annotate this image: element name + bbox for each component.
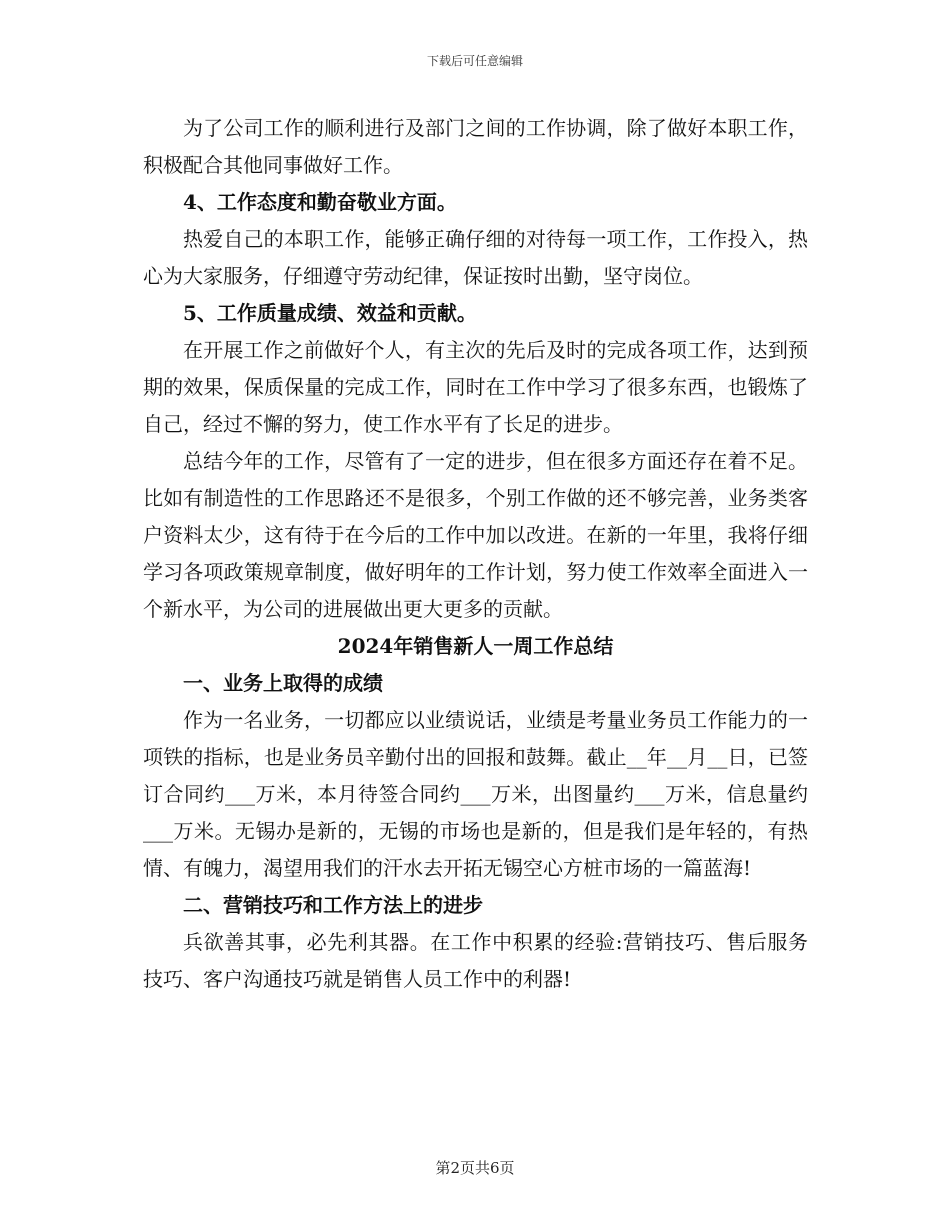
heading-skills: 二、营销技巧和工作方法上的进步 [183, 893, 483, 917]
document-title: 2024年销售新人一周工作总结 [337, 634, 614, 658]
paragraph-achievements: 作为一名业务，一切都应以业绩说话，业绩是考量业务员工作能力的一项铁的指标，也是业务员辛勤付出的回报和鼓舞。截止__年__月__日，已签订合同约___万米，本月待签合同约___万米，出图量约___万米，信息量约___万米。无锡办是新的，无锡的市场也是新的，但是我们是年轻的，有热情、有魄力，渴望用我们的汗水去开拓无锡空心方桩市场的一篇蓝海! [143, 708, 808, 880]
page-header: 下载后可任意编辑 [426, 54, 523, 68]
heading-attitude: 4、工作态度和勤奋敬业方面。 [183, 190, 457, 214]
heading-quality: 5、工作质量成绩、效益和贡献。 [183, 301, 477, 325]
paragraph-cooperation: 为了公司工作的顺利进行及部门之间的工作协调，除了做好本职工作，积极配合其他同事做好工作。 [143, 116, 808, 177]
document-body [143, 110, 808, 998]
paragraph-summary: 总结今年的工作，尽管有了一定的进步，但在很多方面还存在着不足。比如有制造性的工作思路还不是很多，个别工作做的还不够完善，业务类客户资料太少，这有待于在今后的工作中加以改进。在新的一年里，我将仔细学习各项政策规章制度，做好明年的工作计划，努力使工作效率全面进入一个新水平，为公司的进展做出更大更多的贡献。 [143, 449, 808, 621]
paragraph-quality: 在开展工作之前做好个人，有主次的先后及时的完成各项工作，达到预期的效果，保质保量的完成工作，同时在工作中学习了很多东西，也锻炼了自己，经过不懈的努力，使工作水平有了长足的进步。 [143, 338, 808, 436]
heading-achievements: 一、业务上取得的成绩 [183, 671, 383, 695]
paragraph-skills: 兵欲善其事，必先利其器。在工作中积累的经验:营销技巧、售后服务技巧、客户沟通技巧就是销售人员工作中的利器! [143, 930, 808, 991]
page-footer: 第2页共6页 [435, 1159, 515, 1177]
paragraph-attitude: 热爱自己的本职工作，能够正确仔细的对待每一项工作，工作投入，热心为大家服务，仔细遵守劳动纪律，保证按时出勤，坚守岗位。 [143, 227, 808, 288]
